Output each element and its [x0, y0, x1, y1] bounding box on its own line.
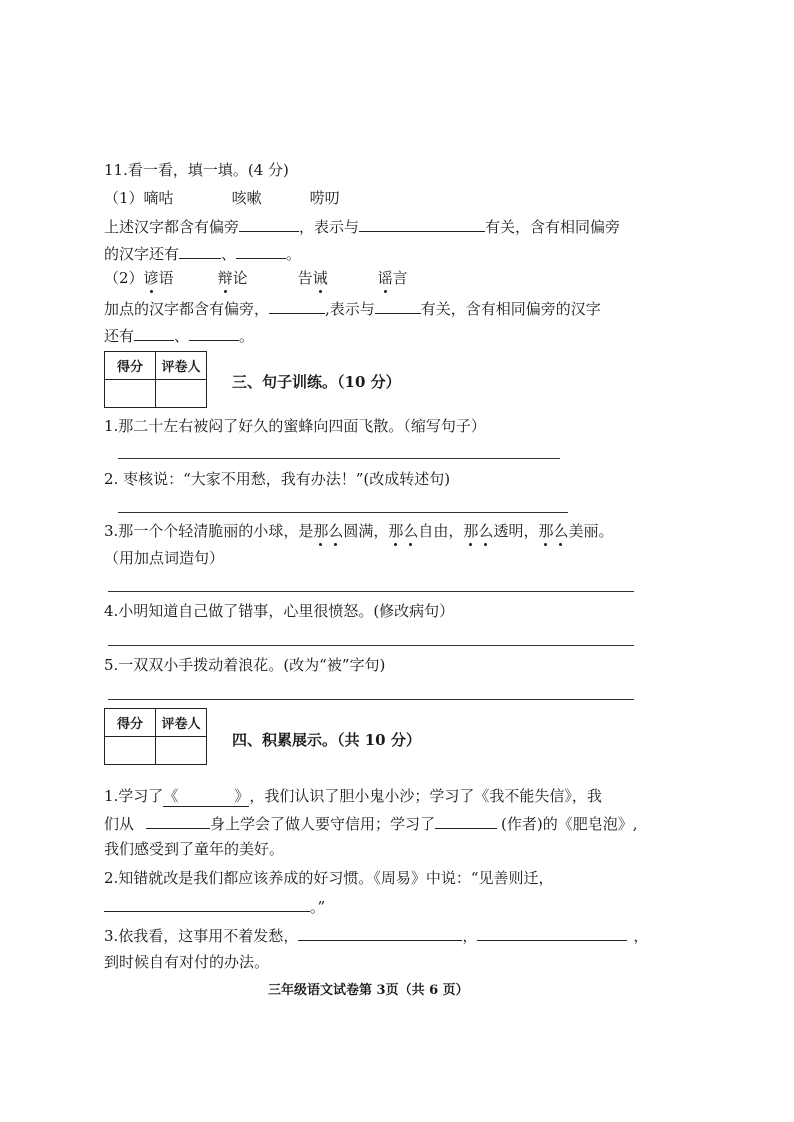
bracket-open: 《 [163, 787, 179, 805]
text-segment: 、 [174, 327, 190, 345]
answer-blank[interactable] [435, 813, 497, 829]
text-segment: 有关，含有相同偏旁 [485, 218, 621, 236]
s3-q2: 2. 枣核说：“大家不用愁，我有办法！”(改成转述句) [104, 470, 451, 488]
s4-q2-line2 [104, 896, 325, 917]
dotted-char: 辩 [217, 269, 233, 287]
text-segment: 透明， [493, 522, 539, 540]
reviewer-cell[interactable] [156, 380, 207, 408]
answer-blank[interactable] [239, 216, 299, 232]
answer-blank[interactable] [236, 243, 286, 259]
s4-q1-line1 [104, 786, 602, 807]
s3-q4: 4.小明知道自己做了错事，心里很愤怒。(修改病句） [104, 602, 455, 620]
text-segment: 自由， [418, 522, 464, 540]
q11-part2-label: （2） [104, 269, 144, 287]
text-segment: 的汉字还有 [104, 245, 180, 263]
s4-q1-line3: 我们感受到了童年的美好。 [104, 840, 285, 858]
q11-part1-label: （1） [104, 189, 144, 207]
text-segment: 加点的汉字都含有偏旁， [104, 300, 270, 318]
score-header: 得分 [105, 352, 156, 380]
answer-blank[interactable] [375, 298, 421, 314]
text-segment: 、 [221, 245, 237, 263]
text-segment: 有关，含有相同偏旁的汉字 [420, 300, 601, 318]
text-segment: 美丽。 [568, 522, 614, 540]
text-segment: 。 [286, 245, 302, 263]
q11-word-2: 咳嗽 [231, 189, 262, 207]
text-segment: ,表示与 [325, 300, 375, 318]
dotted-char: 么 [553, 522, 569, 540]
dotted-char: 那 [538, 522, 554, 540]
s4-q1-line2 [104, 813, 638, 834]
answer-blank[interactable] [134, 325, 174, 341]
answer-blank[interactable] [269, 298, 325, 314]
dotted-char: 诫 [312, 269, 328, 287]
s3-q3-note: （用加点词造句） [104, 549, 225, 567]
dotted-char: 谚 [143, 269, 159, 287]
text-segment: 3.依我看，这事用不着发愁， [104, 927, 299, 945]
answer-line[interactable] [118, 458, 560, 459]
answer-line[interactable] [108, 699, 634, 700]
bracket-close: 》 [234, 787, 250, 805]
score-cell[interactable] [105, 737, 156, 765]
dotted-char: 那 [388, 522, 404, 540]
q11-part2-words [104, 268, 408, 288]
q11-part2-sentence-cont [104, 325, 254, 346]
dotted-char: 谣 [377, 269, 393, 287]
score-header: 得分 [105, 709, 156, 737]
dotted-char: 么 [478, 522, 494, 540]
word-part: 言 [392, 269, 408, 287]
q11-part2-sentence [104, 298, 601, 319]
text-segment: ，表示与 [299, 218, 360, 236]
score-box-section3 [104, 351, 207, 408]
text-segment: 圆满， [343, 522, 389, 540]
word-part: 论 [232, 269, 248, 287]
section4-title: 四、积累展示。（共 10 分） [232, 731, 421, 749]
text-segment: ，我们认识了胆小鬼小沙；学习了《我不能失信》，我 [249, 787, 602, 805]
score-cell[interactable] [105, 380, 156, 408]
s4-q3-line1 [104, 925, 648, 946]
s3-q5: 5.一双双小手拨动着浪花。(改为“被”字句) [104, 656, 386, 674]
reviewer-header: 评卷人 [156, 352, 207, 380]
text-segment: (作者)的《肥皂泡》, [501, 815, 638, 833]
answer-line[interactable] [108, 591, 634, 592]
s4-q3-line2: 到时候自有对付的办法。 [104, 953, 270, 971]
text-segment: ， [633, 927, 649, 945]
reviewer-cell[interactable] [156, 737, 207, 765]
answer-blank[interactable] [189, 325, 239, 341]
text-segment: 身上学会了做人要守信用；学习了 [210, 815, 436, 833]
word-part: 语 [158, 269, 174, 287]
q11-part1-words [104, 188, 340, 208]
text-segment: ， [462, 927, 478, 945]
text-segment: 。” [310, 898, 326, 916]
answer-blank[interactable] [104, 896, 310, 912]
dotted-char: 那 [313, 522, 329, 540]
q11-word-1: 嘀咕 [143, 189, 174, 207]
word-part: 告 [297, 269, 313, 287]
book-title-blank[interactable] [163, 786, 249, 807]
q11-word-3: 唠叨 [309, 189, 340, 207]
answer-blank[interactable] [146, 813, 210, 829]
q11-part1-sentence-cont [104, 243, 301, 264]
s3-q3 [104, 521, 614, 541]
dotted-char: 那 [463, 522, 479, 540]
s3-q1: 1.那二十左右被闷了好久的蜜蜂向四面飞散。（缩写句子） [104, 417, 486, 435]
dotted-char: 么 [328, 522, 344, 540]
score-box-section4 [104, 708, 207, 765]
answer-line[interactable] [118, 512, 568, 513]
page-footer: 三年级语文试卷第 3页（共 6 页） [268, 983, 469, 998]
q11-title: 11.看一看，填一填。(4 分) [104, 161, 289, 179]
s4-q2-line1: 2.知错就改是我们都应该养成的好习惯。《周易》中说：“见善则迁， [104, 869, 554, 887]
text-segment: 。 [239, 327, 255, 345]
section3-title: 三、句子训练。（10 分） [232, 373, 401, 391]
text-segment: 3.那一个个轻清脆丽的小球，是 [104, 522, 314, 540]
dotted-char: 么 [403, 522, 419, 540]
text-segment: 上述汉字都含有偏旁 [104, 218, 240, 236]
answer-blank[interactable] [298, 925, 462, 941]
answer-line[interactable] [108, 645, 634, 646]
text-segment: 1.学习了 [104, 787, 164, 805]
answer-blank[interactable] [477, 925, 627, 941]
reviewer-header: 评卷人 [156, 709, 207, 737]
q11-part1-sentence [104, 216, 620, 237]
text-segment: 们从 [104, 815, 135, 833]
text-segment: 还有 [104, 327, 135, 345]
answer-blank[interactable] [359, 216, 485, 232]
answer-blank[interactable] [179, 243, 221, 259]
